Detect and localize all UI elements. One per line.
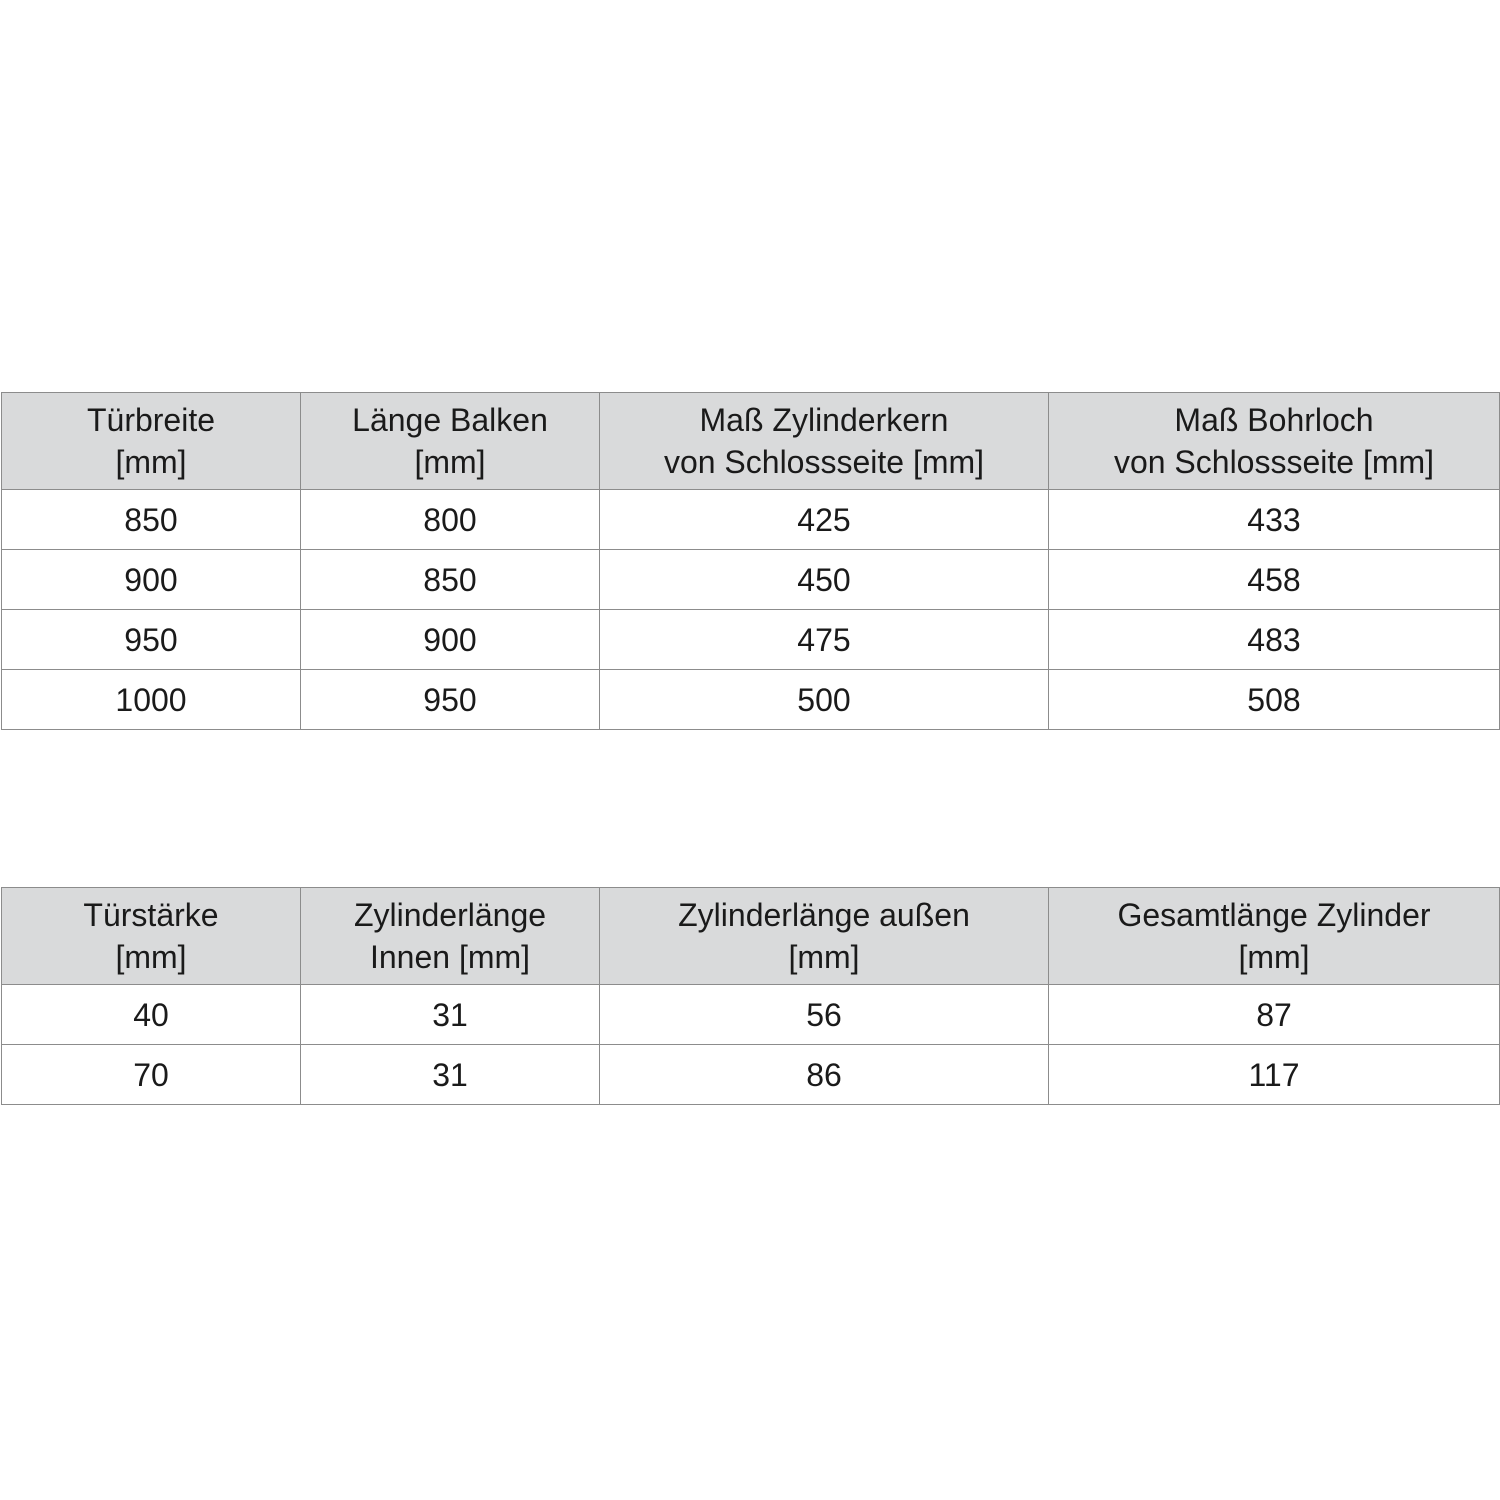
header-line: von Schlossseite [mm] [1113, 444, 1435, 480]
header-line: Länge Balken [352, 402, 548, 438]
header-cylinder-core-offset [600, 393, 1049, 490]
header-line: [mm] [414, 444, 486, 480]
table-cell: 475 [600, 610, 1049, 670]
table-cell: 31 [301, 985, 600, 1045]
table-cell: 70 [2, 1045, 301, 1105]
header-beam-length [301, 393, 600, 490]
table-cell: 56 [600, 985, 1049, 1045]
table-row [2, 1045, 1500, 1105]
table-cell: 900 [2, 550, 301, 610]
table-cell: 117 [1049, 1045, 1500, 1105]
header-line: [mm] [115, 444, 187, 480]
table-cell: 433 [1049, 490, 1500, 550]
header-line: Türstärke [83, 897, 219, 933]
header-line: [mm] [1238, 939, 1310, 975]
table-cell: 458 [1049, 550, 1500, 610]
table-cell: 950 [301, 670, 600, 730]
table-header-row [2, 888, 1500, 985]
header-cylinder-length-inner [301, 888, 600, 985]
table-row [2, 670, 1500, 730]
header-door-thickness [2, 888, 301, 985]
table-cell: 425 [600, 490, 1049, 550]
header-line: Zylinderlänge [353, 897, 547, 933]
table-header-row [2, 393, 1500, 490]
header-line: von Schlossseite [mm] [663, 444, 985, 480]
header-line: [mm] [115, 939, 187, 975]
table-row [2, 490, 1500, 550]
table-cell: 800 [301, 490, 600, 550]
table-cell: 87 [1049, 985, 1500, 1045]
header-door-width [2, 393, 301, 490]
header-line: Gesamtlänge Zylinder [1117, 897, 1431, 933]
table-cell: 850 [301, 550, 600, 610]
table-cell: 500 [600, 670, 1049, 730]
table-cell: 31 [301, 1045, 600, 1105]
table-cell: 40 [2, 985, 301, 1045]
table-cell: 1000 [2, 670, 301, 730]
header-line: Maß Zylinderkern [699, 402, 949, 438]
table-cell: 950 [2, 610, 301, 670]
header-line: Zylinderlänge außen [678, 897, 970, 933]
table-cell: 450 [600, 550, 1049, 610]
header-drill-hole-offset [1049, 393, 1500, 490]
table-cell: 508 [1049, 670, 1500, 730]
table-cell: 483 [1049, 610, 1500, 670]
cylinder-length-table [1, 887, 1500, 1105]
header-line: Türbreite [86, 402, 216, 438]
door-width-table [1, 392, 1500, 730]
header-cylinder-length-outer [600, 888, 1049, 985]
header-line: Innen [mm] [369, 939, 531, 975]
table-row [2, 550, 1500, 610]
header-cylinder-total-length [1049, 888, 1500, 985]
table-cell: 86 [600, 1045, 1049, 1105]
table-row [2, 610, 1500, 670]
header-line: Maß Bohrloch [1174, 402, 1374, 438]
table-cell: 900 [301, 610, 600, 670]
table-row [2, 985, 1500, 1045]
table-cell: 850 [2, 490, 301, 550]
header-line: [mm] [788, 939, 860, 975]
